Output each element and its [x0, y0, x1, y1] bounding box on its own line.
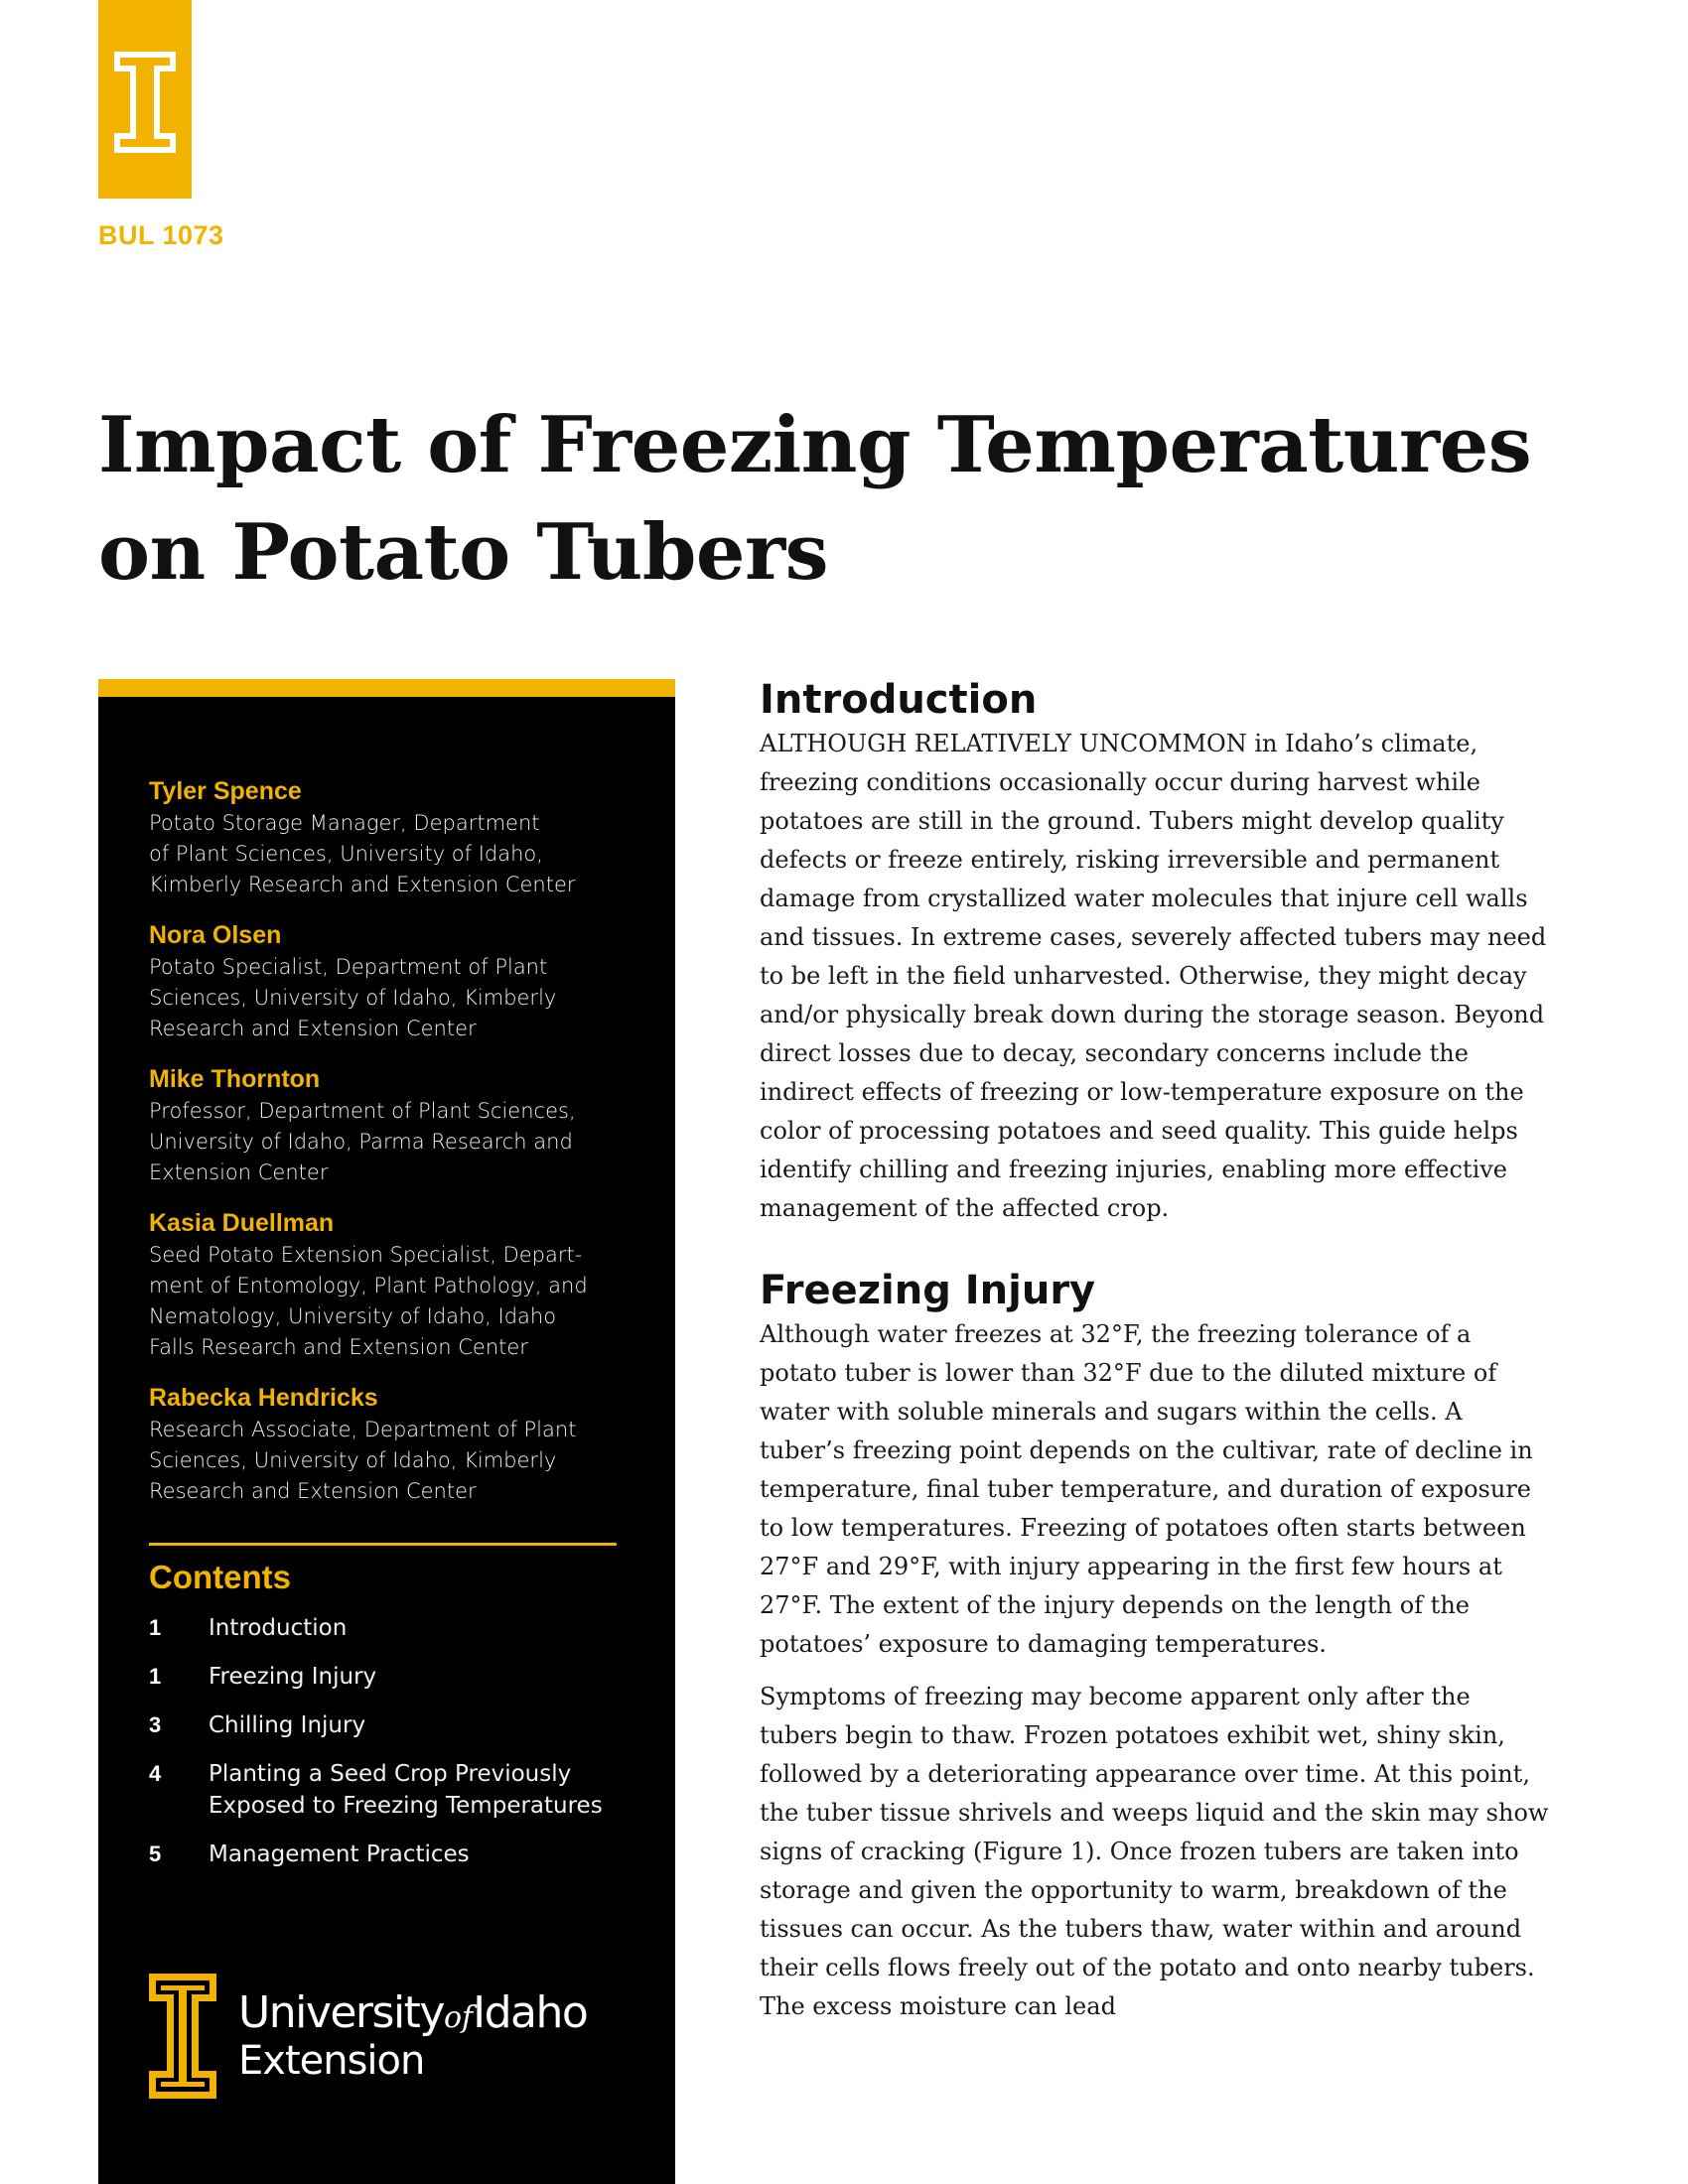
- logo-wordmark: [238, 1987, 588, 2040]
- author-name: Nora Olsen: [149, 921, 282, 949]
- university-of-idaho-extension-logo: [147, 1972, 643, 2111]
- author: [149, 1206, 645, 1363]
- author: [149, 918, 645, 1044]
- page-title: Impact of Freezing Temperatures on Potato Tubers: [98, 400, 1532, 598]
- toc-label: Chilling Injury: [209, 1712, 366, 1738]
- logo-word-extension: Extension: [238, 2038, 425, 2084]
- logo-word-of: of: [443, 2000, 474, 2035]
- author-affiliation: Seed Potato Extension Specialist, Depart- ment of Entomology, Plant Pathology, and Nematology, University of Idaho, Idaho Falls Research and Extension Center: [149, 1243, 588, 1359]
- toc-entry-freezing-injury[interactable]: [149, 1661, 665, 1693]
- toc-page-number: 4: [149, 1761, 162, 1786]
- sidebar: [98, 679, 675, 2184]
- university-i-icon: [110, 48, 180, 157]
- toc-entry-chilling-injury[interactable]: [149, 1709, 665, 1741]
- header-logo-block: [98, 0, 192, 199]
- university-i-icon: [147, 1972, 218, 2101]
- toc-entry-management-practices[interactable]: [149, 1839, 665, 1870]
- author-name: Kasia Duellman: [149, 1209, 335, 1237]
- author-affiliation: Potato Specialist, Department of Plant Sciences, University of Idaho, Kimberly Research and Extension Center: [149, 955, 557, 1040]
- toc-label: Management Practices: [209, 1842, 470, 1867]
- author-name: Rabecka Hendricks: [149, 1384, 378, 1412]
- author-name: Mike Thornton: [149, 1065, 321, 1093]
- toc-label: Introduction: [209, 1615, 348, 1641]
- author-affiliation: Research Associate, Department of Plant Sciences, University of Idaho, Kimberly Research and Extension Center: [149, 1418, 577, 1503]
- toc-page-number: 5: [149, 1842, 162, 1866]
- author-name: Tyler Spence: [149, 777, 302, 805]
- toc-page-number: 1: [149, 1664, 162, 1689]
- introduction-heading: Introduction: [760, 677, 1038, 723]
- author-affiliation: Potato Storage Manager, Department of Plant Sciences, University of Idaho, Kimberly Research and Extension Center: [149, 811, 576, 896]
- freezing-injury-paragraph: Symptoms of freezing may become apparent only after the tubers begin to thaw. Frozen potatoes exhibit wet, shiny skin, followed by a deteriorating appearance over time. At this point, the tuber tissue shrivels and weeps liquid and the skin may show signs of cracking (Figure 1). Once frozen tubers are taken into storage and given the opportunity to warm, breakdown of the tissues can occur. As the tubers thaw, water within and around their cells flows freely out of the potato and onto nearby tubers. The excess moisture can lead: [760, 1683, 1549, 2020]
- logo-word-university: University: [238, 1987, 444, 2038]
- logo-word-idaho: Idaho: [473, 1987, 588, 2038]
- toc-label: Planting a Seed Crop Previously Exposed to Freezing Temperatures: [209, 1761, 603, 1819]
- table-of-contents: [149, 1612, 665, 1887]
- introduction-paragraph: ALTHOUGH RELATIVELY UNCOMMON in Idaho’s climate, freezing conditions occasionally occur during harvest while potatoes are still in the ground. Tubers might develop quality defects or freeze entirely, risking irreversible and permanent damage from crystallized water molecules that injure cell walls and tissues. In extreme cases, severely affected tubers may need to be left in the field unharvested. Otherwise, they might decay and/or physically break down during the storage season. Beyond direct losses due to decay, secondary concerns include the indirect effects of freezing or low-temperature exposure on the color of processing potatoes and seed quality. This guide helps identify chilling and freezing injuries, enabling more effective management of the affected crop.: [760, 730, 1547, 1222]
- toc-page-number: 1: [149, 1615, 162, 1640]
- author: [149, 1062, 645, 1188]
- toc-label: Freezing Injury: [209, 1664, 377, 1690]
- contents-heading: Contents: [149, 1559, 291, 1595]
- main-content: [760, 675, 1554, 2026]
- author: [149, 1381, 645, 1507]
- toc-entry-introduction[interactable]: [149, 1612, 665, 1644]
- bulletin-code: BUL 1073: [98, 220, 224, 250]
- toc-entry-planting-seed-crop[interactable]: [149, 1758, 665, 1822]
- author-affiliation: Professor, Department of Plant Sciences, University of Idaho, Parma Research and Extension Center: [149, 1099, 576, 1184]
- freezing-injury-paragraph: Although water freezes at 32°F, the freezing tolerance of a potato tuber is lower than 32°F due to the diluted mixture of water with soluble minerals and sugars within the cells. A tuber’s freezing point depends on the cultivar, rate of decline in temperature, final tuber temperature, and duration of exposure to low temperatures. Freezing of potatoes often starts between 27°F and 29°F, with injury appearing in the first few hours at 27°F. The extent of the injury depends on the length of the potatoes’ exposure to damaging temperatures.: [760, 1320, 1533, 1658]
- freezing-injury-heading: Freezing Injury: [760, 1268, 1096, 1313]
- toc-page-number: 3: [149, 1712, 162, 1737]
- contents-divider: [149, 1543, 617, 1546]
- author: [149, 774, 645, 900]
- author-list: [149, 774, 645, 1525]
